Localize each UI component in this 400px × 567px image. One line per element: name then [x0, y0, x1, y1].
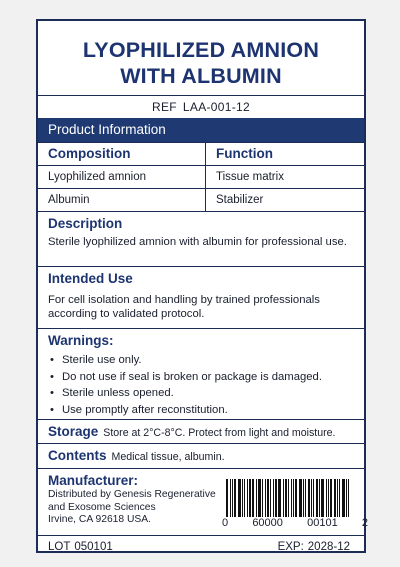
- warnings-section: [38, 329, 364, 420]
- manufacturer-info: [38, 469, 218, 535]
- storage-text: Store at 2°C-8°C. Protect from light and moisture.: [103, 427, 336, 439]
- lot-info: [48, 536, 117, 560]
- barcode-bar: [278, 479, 281, 517]
- barcode-bar: [342, 479, 345, 517]
- contents-section: [38, 444, 364, 469]
- barcode-bar: [288, 479, 289, 517]
- table-cell: Lyophilized amnion: [38, 166, 206, 188]
- barcode-bar: [334, 479, 336, 517]
- manufacturer-line: and Exosome Sciences: [48, 501, 156, 513]
- barcode-digit: 60000: [252, 517, 283, 529]
- barcode-bar: [252, 479, 254, 517]
- barcode-bar: [262, 479, 263, 517]
- exp-label: EXP:: [277, 541, 304, 553]
- barcode-bar: [273, 479, 274, 517]
- warning-item: • Use promptly after reconstitution.: [62, 402, 354, 419]
- barcode-bar: [326, 479, 327, 517]
- barcode-bar: [249, 479, 251, 517]
- barcode-bar: [230, 479, 231, 517]
- lot-label: LOT: [48, 541, 71, 553]
- table-cell: Stabilizer: [216, 194, 264, 206]
- barcode-bar: [285, 479, 287, 517]
- barcode-bar: [308, 479, 310, 517]
- exp-info: [278, 536, 354, 560]
- barcode-digit: 2: [361, 517, 368, 529]
- barcode-bar: [311, 479, 312, 517]
- manufacturer-line: Distributed by Genesis Regenerative: [48, 489, 216, 500]
- barcode-bar: [265, 479, 266, 517]
- intended-use-section: [38, 267, 364, 329]
- barcode-digit: 00101: [307, 517, 338, 529]
- barcode-bar: [267, 479, 269, 517]
- barcode-bar: [339, 479, 340, 517]
- ref-label: REF: [152, 100, 177, 114]
- barcode-bar: [291, 479, 292, 517]
- ref-row: [38, 95, 364, 118]
- composition-table: [38, 142, 364, 212]
- barcode-bar: [313, 479, 314, 517]
- barcode: [218, 469, 368, 535]
- barcode-bar: [293, 479, 294, 517]
- barcode-bar: [299, 479, 302, 517]
- intended-use-heading: Intended Use: [48, 271, 133, 286]
- title-line-2: WITH ALBUMIN: [120, 64, 282, 88]
- description-heading: Description: [48, 216, 123, 231]
- storage-section: [38, 420, 364, 444]
- ref-value: LAA-001-12: [182, 100, 250, 114]
- barcode-bar: [295, 479, 297, 517]
- header-function: Function: [216, 146, 273, 161]
- title-line-1: LYOPHILIZED AMNION: [82, 38, 320, 62]
- table-header-row: [38, 143, 364, 166]
- warning-item: • Sterile unless opened.: [62, 385, 354, 402]
- barcode-bar: [319, 479, 320, 517]
- intended-use-text: For cell isolation and handling by trained professionals according to validated protocol.: [48, 294, 320, 320]
- barcode-bar: [346, 479, 347, 517]
- table-row: [38, 166, 364, 189]
- table-cell: Albumin: [38, 189, 206, 211]
- barcode-bar: [258, 479, 261, 517]
- barcode-bar: [337, 479, 338, 517]
- barcode-bar: [234, 479, 236, 517]
- barcode-bar: [305, 479, 306, 517]
- footer-row: [38, 536, 364, 560]
- barcode-bar: [328, 479, 329, 517]
- warning-item: • Do not use if seal is broken or package is damaged.: [62, 369, 354, 386]
- product-label: [36, 19, 366, 553]
- warnings-heading: Warnings:: [48, 333, 114, 348]
- description-section: [38, 212, 364, 267]
- contents-text: Medical tissue, albumin.: [111, 451, 225, 463]
- barcode-bar: [283, 479, 284, 517]
- warnings-list: [48, 352, 354, 418]
- exp-value: 2028-12: [307, 541, 350, 553]
- barcode-bar: [316, 479, 318, 517]
- barcode-bar: [242, 479, 243, 517]
- barcode-bar: [348, 479, 349, 517]
- table-cell: Tissue matrix: [216, 171, 284, 183]
- barcode-bar: [303, 479, 304, 517]
- contents-heading: Contents: [48, 448, 107, 463]
- barcode-bar: [244, 479, 245, 517]
- description-text: Sterile lyophilized amnion with albumin for professional use.: [48, 236, 347, 248]
- barcode-bar: [232, 479, 233, 517]
- barcode-digit: 0: [222, 517, 229, 529]
- storage-heading: Storage: [48, 424, 99, 439]
- product-title: [38, 21, 364, 95]
- barcode-bar: [321, 479, 324, 517]
- barcode-bar: [247, 479, 248, 517]
- barcode-bar: [330, 479, 332, 517]
- manufacturer-heading: Manufacturer:: [48, 473, 139, 488]
- manufacturer-line: Irvine, CA 92618 USA.: [48, 514, 152, 525]
- warning-item: • Sterile use only.: [62, 352, 354, 369]
- barcode-bars: [226, 479, 352, 517]
- manufacturer-section: [38, 469, 368, 536]
- barcode-bar: [238, 479, 241, 517]
- barcode-bar: [275, 479, 277, 517]
- table-row: [38, 189, 364, 212]
- barcode-bar: [226, 479, 228, 517]
- barcode-bar: [270, 479, 271, 517]
- product-info-heading: Product Information: [38, 118, 364, 142]
- lot-value: 050101: [74, 541, 113, 553]
- header-composition: Composition: [38, 143, 206, 165]
- barcode-digits: [218, 517, 372, 529]
- barcode-bar: [256, 479, 257, 517]
